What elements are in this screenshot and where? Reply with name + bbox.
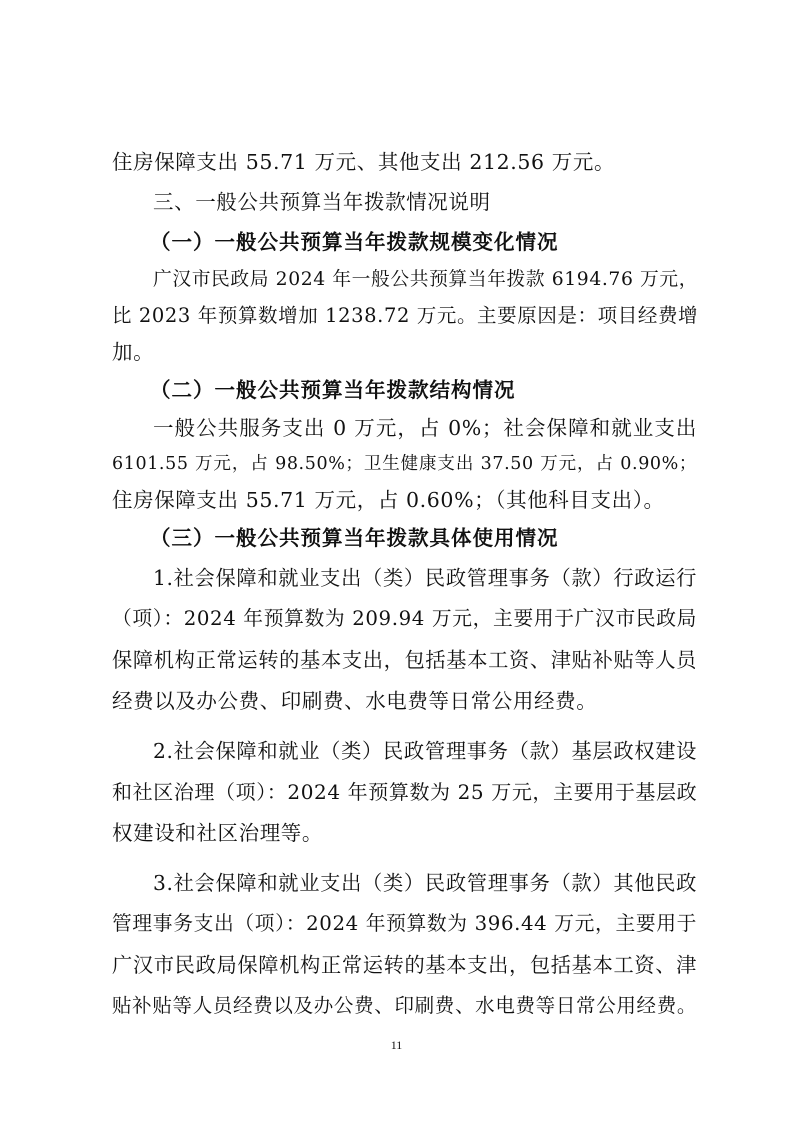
body-text-line: 和社区治理（项）：2024 年预算数为 25 万元，主要用于基层政 (112, 780, 698, 804)
subsection-heading: （一）一般公共预算当年拨款规模变化情况 (150, 230, 559, 254)
page-number: 11 (390, 1038, 403, 1052)
section-heading: 三、一般公共预算当年拨款情况说明 (153, 190, 491, 214)
subsection-heading: （三）一般公共预算当年拨款具体使用情况 (150, 526, 559, 550)
body-text-line: 贴补贴等人员经费以及办公费、印刷费、水电费等日常公用经费。 (112, 994, 697, 1017)
body-text-line: 经费以及办公费、印刷费、水电费等日常公用经费。 (112, 689, 598, 713)
body-text-line: 广汉市民政局保障机构正常运转的基本支出，包括基本工资、津 (112, 953, 697, 977)
body-text-line: 管理事务支出（项）：2024 年预算数为 396.44 万元，主要用于 (112, 912, 697, 935)
body-text-line: 权建设和社区治理等。 (112, 821, 323, 845)
body-text-line: 保障机构正常运转的基本支出，包括基本工资、津贴补贴等人员 (112, 648, 697, 672)
body-text-line: 1.社会保障和就业支出（类）民政管理事务（款）行政运行 (153, 566, 697, 590)
body-text-line: 一般公共服务支出 0 万元，占 0%；社会保障和就业支出 (153, 416, 697, 440)
body-text-line: 比 2023 年预算数增加 1238.72 万元。主要原因是：项目经费增 (112, 304, 699, 327)
body-text-line: 广汉市民政局 2024 年一般公共预算当年拨款 6194.76 万元， (153, 269, 699, 290)
body-text-line: 6101.55 万元，占 98.50%；卫生健康支出 37.50 万元，占 0.90%； (112, 454, 697, 474)
body-text-line: （项）：2024 年预算数为 209.94 万元，主要用于广汉市民政局 (112, 607, 697, 630)
body-text-line: 住房保障支出 55.71 万元，占 0.60%；（其他科目支出）。 (112, 488, 665, 512)
subsection-heading: （二）一般公共预算当年拨款结构情况 (150, 378, 516, 402)
body-text-line: 3.社会保障和就业支出（类）民政管理事务（款）其他民政 (153, 871, 697, 895)
body-text-line: 加。 (112, 340, 155, 364)
body-text-line: 2.社会保障和就业（类）民政管理事务（款）基层政权建设 (153, 739, 697, 763)
body-text-line: 住房保障支出 55.71 万元、其他支出 212.56 万元。 (112, 150, 616, 174)
